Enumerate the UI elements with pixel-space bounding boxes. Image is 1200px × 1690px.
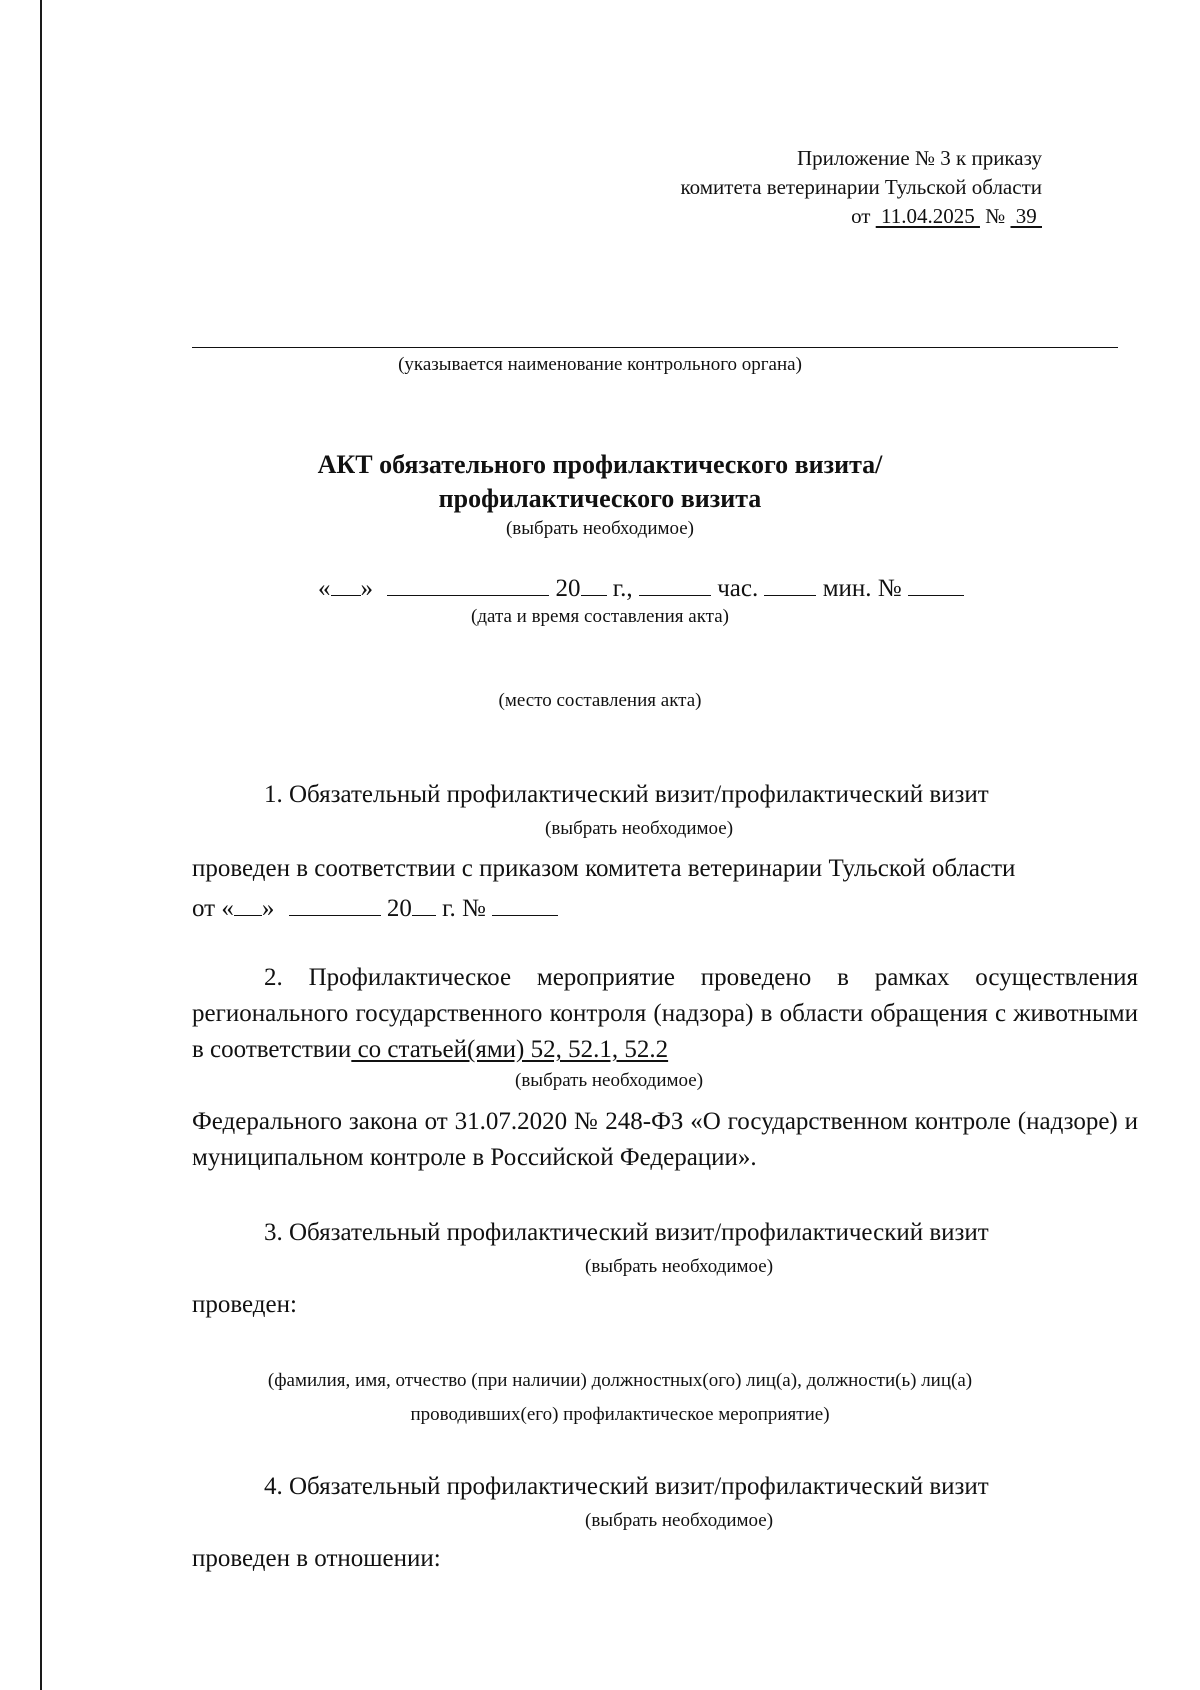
section-2-paragraph-2: Федерального закона от 31.07.2020 № 248-ФЗ «О государственном контроле (надзоре) и муниципальном контроле в Российской Федерации». (192, 1108, 1138, 1171)
appendix-header (681, 144, 1042, 231)
minutes-blank (764, 573, 816, 596)
section-4-line-1: 4. Обязательный профилактический визит/профилактический визит (264, 1473, 989, 1500)
section-3-line-2: проведен: (192, 1291, 297, 1318)
section-2-text: 2. Профилактическое мероприятие проведено в рамках осуществления регионального государственного контроля (надзора) в области обращения с животными в соответствии (192, 964, 1138, 1063)
section-3-line-1: 3. Обязательный профилактический визит/профилактический визит (264, 1219, 989, 1246)
page-edge-line (40, 0, 42, 1690)
datetime-line (318, 572, 964, 606)
close-quote: » (360, 575, 373, 602)
year-suffix: г., (606, 575, 633, 602)
document-title-line-2: профилактического визита (438, 484, 762, 513)
number-prefix: № (979, 204, 1011, 228)
order-month-blank (289, 893, 381, 916)
month-blank (387, 573, 549, 596)
section-2-articles: со статьей(ями) 52, 52.1, 52.2 (351, 1036, 669, 1063)
hours-blank (639, 573, 711, 596)
order-day-blank (234, 893, 262, 916)
section-4-hint: (выбрать необходимое) (585, 1510, 774, 1531)
act-number-blank (908, 573, 964, 596)
hours-label: час. (717, 575, 759, 602)
section-3-caption-1: (фамилия, имя, отчество (при наличии) должностных(ого) лиц(а), должности(ь) лиц(а) (267, 1370, 973, 1391)
document-title-line-1: АКТ обязательного профилактического визита/ (317, 450, 883, 479)
section-3-hint: (выбрать необходимое) (585, 1256, 774, 1277)
control-organ-blank-line (192, 347, 1118, 348)
section-1-line-3 (192, 892, 558, 926)
order-year-prefix: 20 (386, 895, 412, 922)
open-quote: « (318, 575, 331, 602)
section-2-paragraph-1 (192, 960, 1138, 1068)
title-hint: (выбрать необходимое) (505, 518, 694, 539)
control-organ-caption: (указывается наименование контрольного органа) (398, 354, 802, 375)
order-from-label: от « (192, 895, 234, 922)
order-number-label: г. № (435, 895, 486, 922)
year-blank (581, 573, 607, 596)
datetime-caption: (дата и время составления акта) (471, 606, 729, 627)
minutes-label: мин. № (822, 575, 902, 602)
place-caption: (место составления акта) (498, 690, 702, 711)
order-number-blank (492, 893, 558, 916)
section-4-line-2: проведен в отношении: (192, 1545, 441, 1572)
appendix-line-1: Приложение № 3 к приказу (797, 146, 1042, 170)
section-2-hint: (выбрать необходимое) (515, 1070, 704, 1091)
day-blank (331, 573, 361, 596)
section-1-hint: (выбрать необходимое) (545, 818, 734, 839)
year-prefix: 20 (555, 575, 581, 602)
section-1-line-1: 1. Обязательный профилактический визит/профилактический визит (264, 781, 989, 808)
appendix-line-2: комитета ветеринарии Тульской области (680, 175, 1042, 199)
order-number: 39 (1010, 204, 1042, 228)
order-year-blank (412, 893, 436, 916)
order-close-quote: » (261, 895, 275, 922)
order-date: 11.04.2025 (875, 204, 980, 228)
section-1-line-2: проведен в соответствии с приказом комитета ветеринарии Тульской области (192, 855, 1016, 882)
appendix-line-3 (681, 202, 1042, 231)
section-3-caption-2: проводивших(его) профилактическое мероприятие) (410, 1404, 830, 1425)
date-prefix: от (851, 204, 876, 228)
